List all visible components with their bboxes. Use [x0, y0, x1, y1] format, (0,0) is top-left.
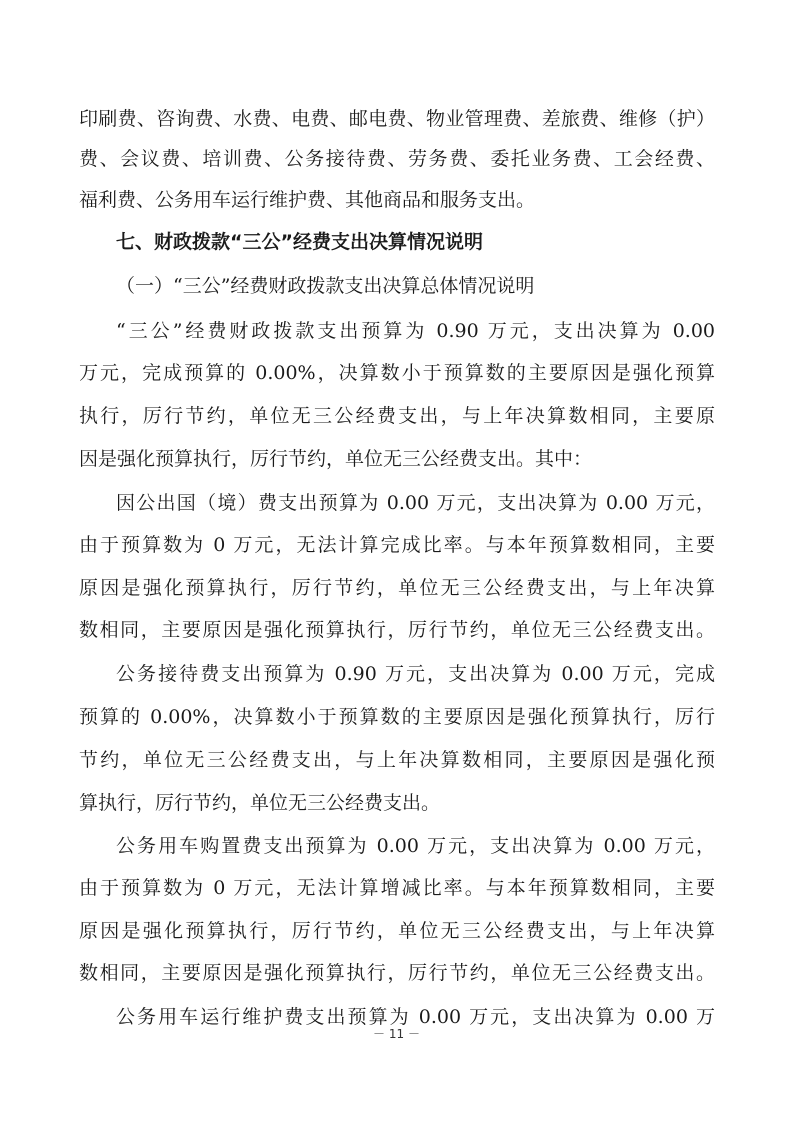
body-text-line: 公务用车运行维护费支出预算为 0.00 万元，支出决算为 0.00 万 — [116, 1006, 715, 1028]
page-number: － 11 － — [373, 1027, 420, 1041]
body-text-line: 万元，完成预算的 0.00%，决算数小于预算数的主要原因是强化预算 — [79, 362, 715, 384]
body-text-line: 数相同，主要原因是强化预算执行，厉行节约，单位无三公经费支出。 — [79, 619, 715, 641]
body-text-line: 因是强化预算执行，厉行节约，单位无三公经费支出。其中： — [79, 448, 593, 470]
body-text-line: 公务接待费支出预算为 0.90 万元，支出决算为 0.00 万元，完成 — [116, 663, 715, 685]
body-text-line: 节约，单位无三公经费支出，与上年决算数相同，主要原因是强化预 — [79, 749, 715, 771]
body-text-line: 福利费、公务用车运行维护费、其他商品和服务支出。 — [79, 189, 536, 211]
body-text-line: “三公”经费财政拨款支出预算为 0.90 万元，支出决算为 0.00 — [116, 320, 715, 342]
body-text-line: 算执行，厉行节约，单位无三公经费支出。 — [79, 792, 441, 814]
body-text-line: 执行，厉行节约，单位无三公经费支出，与上年决算数相同，主要原 — [79, 405, 715, 427]
body-text-line: 费、会议费、培训费、公务接待费、劳务费、委托业务费、工会经费、 — [79, 148, 715, 170]
body-text-line: 预算的 0.00%，决算数小于预算数的主要原因是强化预算执行，厉行 — [79, 706, 715, 728]
body-text-line: 数相同，主要原因是强化预算执行，厉行节约，单位无三公经费支出。 — [79, 962, 715, 984]
body-text-line: 由于预算数为 0 万元，无法计算完成比率。与本年预算数相同，主要 — [79, 534, 715, 556]
body-text-line: 公务用车购置费支出预算为 0.00 万元，支出决算为 0.00 万元， — [116, 835, 715, 857]
body-text-line: 印刷费、咨询费、水费、电费、邮电费、物业管理费、差旅费、维修（护） — [79, 108, 715, 130]
body-text-line: 原因是强化预算执行，厉行节约，单位无三公经费支出，与上年决算 — [79, 920, 715, 942]
subsection-heading: （一）“三公”经费财政拨款支出决算总体情况说明 — [116, 275, 535, 297]
body-text-line: 原因是强化预算执行，厉行节约，单位无三公经费支出，与上年决算 — [79, 577, 715, 599]
body-text-line: 因公出国（境）费支出预算为 0.00 万元，支出决算为 0.00 万元， — [116, 492, 715, 514]
section-heading: 七、财政拨款“三公”经费支出决算情况说明 — [116, 231, 483, 253]
body-text-line: 由于预算数为 0 万元，无法计算增减比率。与本年预算数相同，主要 — [79, 877, 715, 899]
